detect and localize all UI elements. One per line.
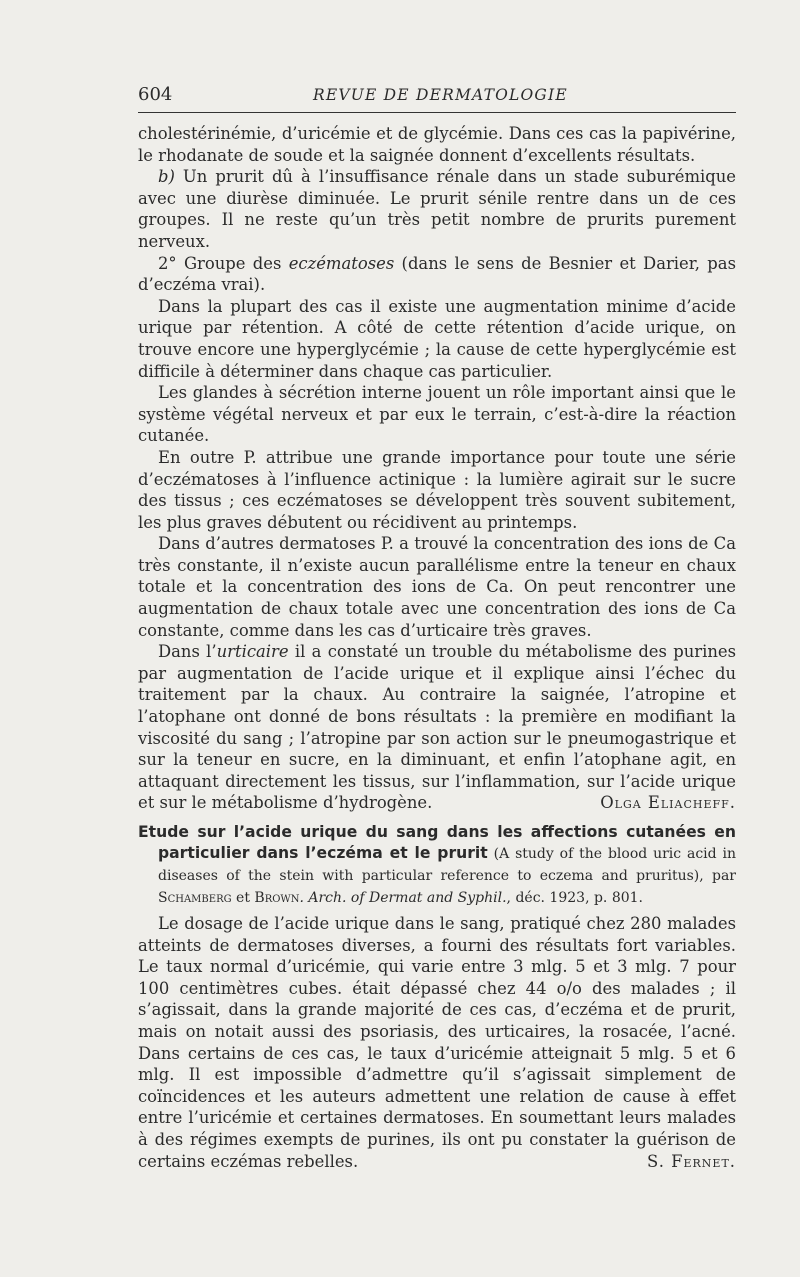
- paragraph-3: 2° Groupe des eczématoses (dans le sens de Besnier et Darier, pas d’eczéma vrai).: [138, 253, 736, 295]
- page-number: 604: [138, 84, 173, 105]
- running-title: REVUE DE DERMATOLOGIE: [313, 86, 568, 104]
- page: [138, 84, 736, 1172]
- term-urticaire: urticaire: [216, 642, 289, 662]
- article-title: Etude sur l’acide urique du sang dans les affections cutanées en particulier dans l’eczéma et le prurit: [138, 823, 736, 862]
- article-body: [138, 123, 736, 1172]
- paragraph-8: Dans l’urticaire il a constaté un trouble du métabolisme des purines par augmentation de l’acide urique et il explique ainsi l’échec du traitement par la chaux. Au contraire la saignée, l’atropine et l’atophane ont donné de bons résultats : la première en modifiant la viscosité du sang ; l’atropine par son action sur le pneumogastrique et sur la teneur en sucre, en la diminuant, et enfin l’atophane agit, en attaquant directement les tissus, sur l’inflammation, sur l’acide urique et sur le métabolisme d’hydrogène. Olga Eliacheff.: [138, 642, 736, 813]
- paragraph-2: b) Un prurit dû à l’insuffisance rénale dans un stade suburémique avec une diurèse diminuée. Le prurit sénile rentre dans un de ces groupes. Il ne reste qu’un très petit nombre de prurits purement nerveux.: [138, 167, 736, 251]
- signature-1: Olga Eliacheff.: [600, 793, 736, 813]
- signature-2: S. Fernet.: [647, 1151, 736, 1171]
- article-heading: [138, 822, 736, 909]
- article-citation: (A study of the blood uric acid in diseases of the stein with particular reference to eczema and pruritus), par Schamberg et Brown. Arch. of Dermat and Syphil., déc. 1923, p. 801.: [158, 846, 736, 906]
- page-header: [138, 84, 736, 113]
- journal-name: . Arch. of Dermat and Syphil.: [299, 890, 507, 906]
- paragraph-7: Dans d’autres dermatoses P. a trouvé la concentration des ions de Ca très constante, il n’existe aucun parallélisme entre la teneur en chaux totale et la concentration des ions de Ca. On peut rencontrer une augmentation de chaux totale avec une concentration des ions de Ca constante, comme dans les cas d’urticaire très graves.: [138, 534, 736, 640]
- author-1: Schamberg: [158, 890, 232, 906]
- term-eczematoses: eczématoses: [288, 253, 395, 273]
- paragraph-6: En outre P. attribue une grande importance pour toute une série d’eczématoses à l’influence actinique : la lumière agirait sur le sucre des tissus ; ces eczématoses se développent très souvent subitement, les plus graves débutent ou récidivent au printemps.: [138, 447, 736, 532]
- paragraph-5: Les glandes à sécrétion interne jouent un rôle important ainsi que le système végétal nerveux et par eux le terrain, c’est-à-dire la réaction cutanée.: [138, 383, 736, 446]
- paragraph-1: cholestérinémie, d’uricémie et de glycémie. Dans ces cas la papivérine, le rhodanate de soude et la saignée donnent d’excellents résultats.: [138, 124, 736, 165]
- author-2: Brown: [254, 890, 300, 906]
- paragraph-4: Dans la plupart des cas il existe une augmentation minime d’acide urique par rétention. A côté de cette rétention d’acide urique, on trouve encore une hyperglycémie ; la cause de cette hyperglycémie est difficile à déterminer dans chaque cas particulier.: [138, 296, 736, 381]
- article-paragraph-1: Le dosage de l’acide urique dans le sang, pratiqué chez 280 malades atteints de dermatoses diverses, a fourni des résultats fort variables. Le taux normal d’uricémie, qui varie entre 3 mlg. 5 et 3 mlg. 7 pour 100 centimètres cubes. était dépassé chez 44 o/o des malades ; il s’agissait, dans la grande majorité de ces cas, d’eczéma et de prurit, mais on notait aussi des psoriasis, des urticaires, la rosacée, l’acné. Dans certains de ces cas, le taux d’uricémie atteignait 5 mlg. 5 et 6 mlg. Il est impossible d’admettre qu’il s’agissait simplement de coïncidences et les auteurs admettent une relation de cause à effet entre l’uricémie et certaines dermatoses. En soumettant leurs malades à des régimes exempts de purines, ils ont pu constater la guérison de certains eczémas rebelles. S. Fernet.: [138, 914, 736, 1171]
- list-label-b: b): [158, 167, 175, 187]
